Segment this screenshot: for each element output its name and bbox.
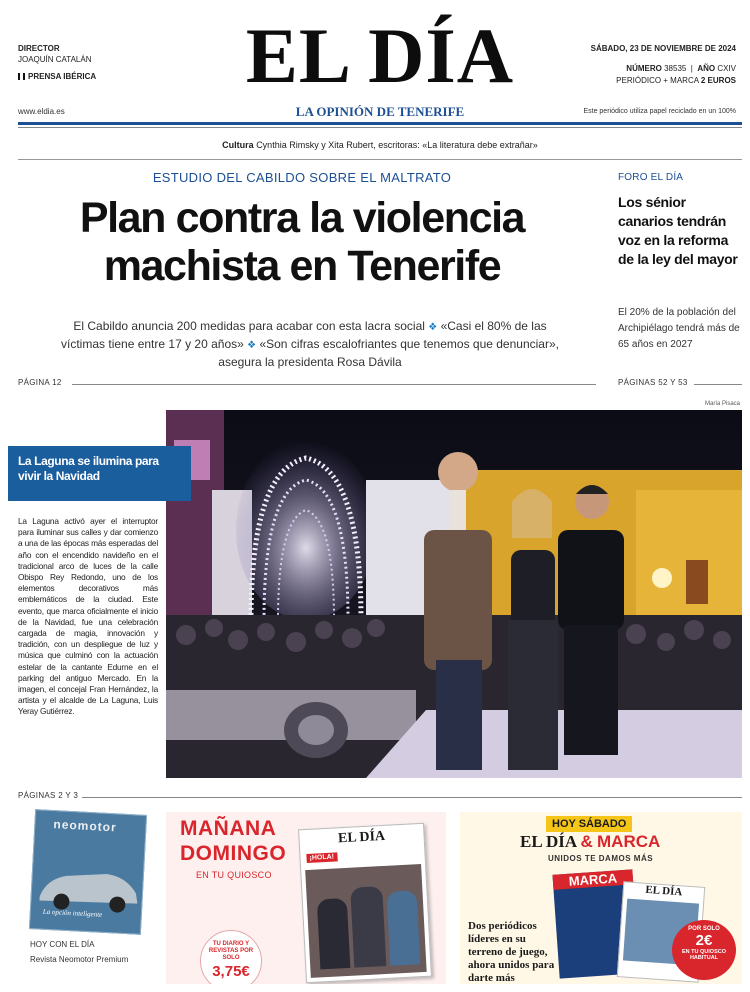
newspaper-logo[interactable]: EL DÍA [245, 12, 515, 99]
mini-marca-logo: MARCA [552, 869, 633, 890]
issue-year: CXIV [717, 64, 736, 73]
teaser-section: Cultura [222, 140, 254, 150]
domingo-headline [180, 816, 286, 866]
prensa-iberica-icon [18, 73, 25, 80]
photo-story-body: La Laguna activó ayer el interruptor para iluminar sus calles y dar comienzo a una de las épocas más esperadas del año con el encendido navideño en el tradicional arco de luces de la calle Obispo Rey Redondo, uno de los elementos decorativos más emblemáticos de la ciudad. Este evento, que marca oficialmente el inicio de la Navidad, fue una celebración cargada de magia, innovación y tradición, con un despliegue de luz y música que culminó con la actuación estelar de la cantante Edurne en el parking del antiguo Mercado. En la imagen, el concejal Fran Hernández, la artista y el alcalde de La Laguna, Luis Yeray Gutiérrez. [18, 516, 158, 717]
headline-line-1: Plan contra la violencia [79, 194, 525, 242]
photo-story-headline[interactable]: La Laguna se ilumina para vivir la Navidad [8, 446, 191, 501]
standfirst-part-2: «Casi el 80% de las víctimas tiene entre 17 y 20 años» [61, 319, 547, 351]
diamond-separator-icon: ❖ [428, 322, 438, 333]
domingo-sub: EN TU QUIOSCO [196, 870, 272, 880]
headline-line-2: machista en Tenerife [103, 242, 501, 290]
marca-unidos: UNIDOS TE DAMOS MÁS [548, 854, 654, 863]
photo-page-rule [82, 797, 742, 798]
domingo-paper-thumbnail [298, 823, 432, 983]
domingo-line-1: MAÑANA [180, 817, 277, 840]
marca-brand-line [520, 832, 660, 852]
side-body: El 20% de la población del Archipiélago tendrá más de 65 años en 2027 [618, 307, 740, 350]
mini-paper-logo: EL DÍA [337, 828, 386, 847]
mini-eldia-logo: EL DÍA [644, 883, 683, 899]
issue-date: SÁBADO, 23 DE NOVIEMBRE DE 2024 [590, 44, 736, 53]
group-brand [18, 71, 96, 82]
standfirst-part-3: «Son cifras escalofriantes que tenemos que denunciar», asegura la presidenta Rosa Dávila [218, 337, 559, 369]
price-line: PERIÓDICO + MARCA [616, 76, 699, 85]
brand-eldia: EL DÍA [520, 832, 577, 851]
diamond-separator-icon: ❖ [247, 340, 257, 351]
masthead-rule-thin [18, 127, 742, 128]
side-headline[interactable]: Los sénior canarios tendrán voz en la reforma de la ley del mayor [618, 194, 738, 267]
side-page-rule [694, 384, 742, 385]
marca-price: 2€ [695, 932, 713, 949]
main-standfirst [60, 318, 560, 370]
mini-paper-photo [305, 864, 426, 978]
domingo-price: 3,75€ [212, 963, 250, 980]
domingo-line-2: DOMINGO [180, 842, 287, 865]
photo-credit: María Pisaca [704, 401, 740, 407]
domingo-promo[interactable] [166, 812, 446, 984]
marca-badge-top: POR SOLO [688, 926, 720, 932]
neomotor-promo[interactable] [18, 812, 144, 976]
culture-teaser[interactable] [18, 140, 742, 150]
masthead-right: SÁBADO, 23 DE NOVIEMBRE DE 2024 NÚMERO 38535 | AÑO CXIV PERIÓDICO + MARCA 2 EUROS [590, 44, 736, 85]
marca-promo[interactable] [460, 812, 742, 984]
mini-paper-tag: ¡HOLA! [306, 852, 337, 863]
brand-marca: MARCA [597, 832, 661, 851]
director-name: JOAQUÍN CATALÁN [18, 55, 92, 64]
issue-number: 38535 [664, 64, 687, 73]
standfirst-part-1: El Cabildo anuncia 200 medidas para acabar con esta lacra social [73, 319, 425, 333]
christmas-lights-photo [166, 410, 742, 778]
magazine-cover [29, 809, 147, 935]
year-label: AÑO [697, 64, 716, 73]
magazine-promo-sub: Revista Neomotor Premium [30, 955, 129, 964]
magazine-title: neomotor [53, 817, 118, 835]
masthead-left [18, 43, 96, 82]
teaser-text: Cynthia Rimsky y Xita Rubert, escritoras: «La literatura debe extrañar» [256, 140, 538, 150]
main-headline[interactable] [18, 194, 586, 290]
photo-page-ref[interactable]: PÁGINAS 2 Y 3 [18, 791, 79, 800]
domingo-badge-text: TU DIARIO Y REVISTAS POR SOLO [208, 941, 254, 961]
teaser-rule [18, 159, 742, 160]
group-name: PRENSA IBÉRICA [28, 72, 97, 81]
marca-hoy-label: HOY SÁBADO [546, 816, 632, 832]
issue-price: 2 EUROS [700, 76, 736, 85]
side-page-ref[interactable]: PÁGINAS 52 Y 53 [618, 378, 688, 387]
magazine-promo-label: HOY CON EL DÍA [30, 940, 95, 949]
side-section: FORO EL DÍA [618, 172, 684, 183]
main-kicker: ESTUDIO DEL CABILDO SOBRE EL MALTRATO [152, 170, 452, 185]
masthead-rule [18, 122, 742, 125]
main-page-rule [72, 384, 596, 385]
marca-badge-bottom: EN TU QUIOSCO HABITUAL [681, 949, 726, 961]
number-label: NÚMERO [626, 64, 662, 73]
marca-copy: Dos periódicos líderes en su terreno de juego, ahora unidos para darte más [468, 920, 555, 984]
recycled-note: Este periódico utiliza papel reciclado en un 100% [583, 108, 736, 115]
director-label: DIRECTOR [18, 44, 60, 53]
main-page-ref[interactable]: PÁGINA 12 [18, 378, 62, 387]
magazine-cover-caption: La opción inteligente [42, 907, 103, 919]
domingo-price-badge [200, 930, 262, 984]
tagline: LA OPINIÓN DE TENERIFE [295, 104, 465, 119]
marca-price-badge [672, 920, 736, 980]
brand-amp: & [580, 832, 593, 851]
lead-photo[interactable] [166, 410, 742, 778]
website-link[interactable]: www.eldia.es [18, 107, 65, 116]
